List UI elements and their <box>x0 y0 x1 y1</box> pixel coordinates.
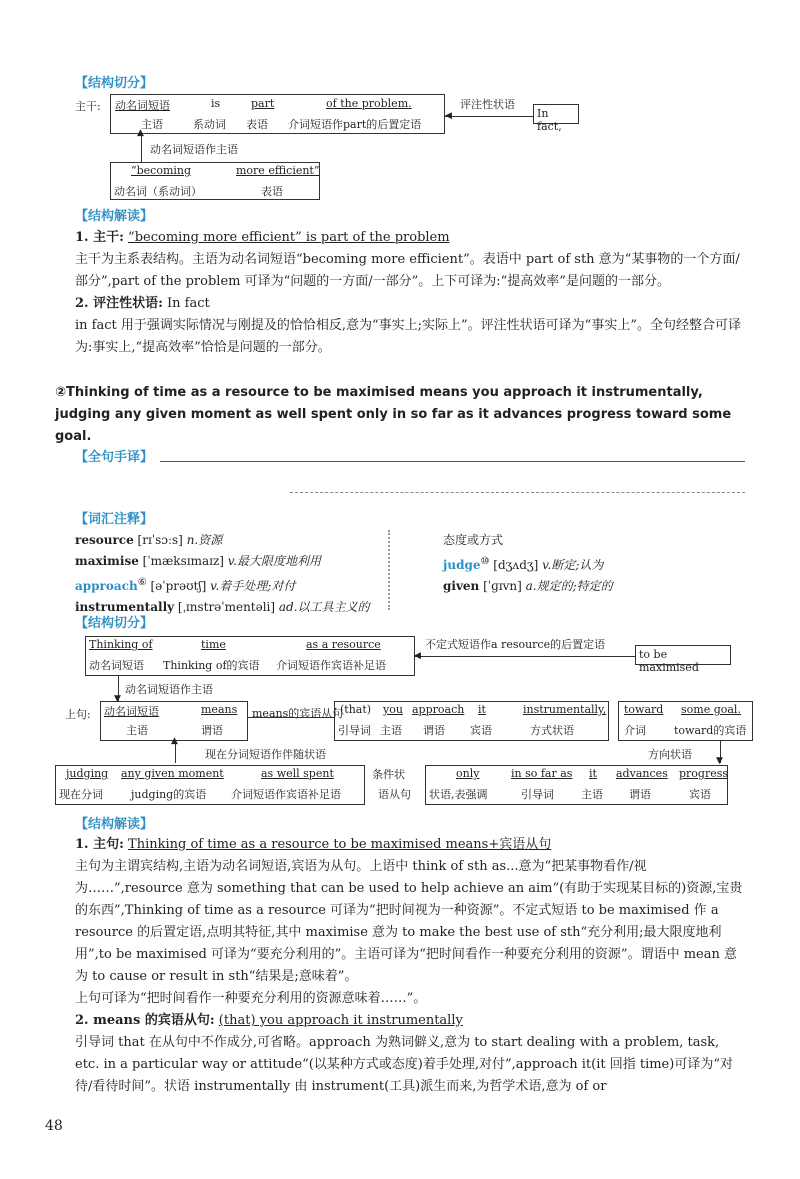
analysis2-point1-title: 1. 主句: <box>75 837 124 852</box>
analysis2-para1: 主句为主谓宾结构,主语为动名词短语,宾语为从句。上语中 think of sth as...意为“把某事物看作/视为……”,resource 意为 something that can be used to help achieve an aim“(有助于实现某目标的)资源,宝贵的东西”,Thinking of time as a resource 可译为“把时间视为一种资源”。不定式短语 to be maximised 作 a resource 的后置定语,点明其特征,其中 maximise 意为 to make the best use of sth“充分利用;最大限度地利用”,to be maximised 可译为“要充分利用的”。主语可译为“把时间看作一种要充分利用的资源”。谓语中 mean 意为 to cause or result in sth“结果是;意味着”。 <box>75 859 743 984</box>
cell-means: means <box>201 703 238 716</box>
role-gerund: 动名词（系动词） <box>114 185 202 198</box>
role-introducer-2: 引导词 <box>521 788 554 801</box>
cell-it: it <box>478 703 486 716</box>
upper-label: 上句: <box>65 708 91 721</box>
arrow-head-down: ▼ <box>716 756 723 766</box>
cell-judging: judging <box>66 767 109 780</box>
vocab-frequency: ⑥ <box>137 577 147 588</box>
role-object-of-thinking: Thinking of的宾语 <box>163 659 260 672</box>
comment-label: 评注性状语 <box>460 98 515 111</box>
cell-as-well-spent: as well spent <box>261 767 334 780</box>
main-label: 主干: <box>75 100 101 113</box>
vocab-word: judge <box>443 558 481 572</box>
analysis2-point1 <box>75 834 551 856</box>
cell-of-problem: of the problem. <box>326 97 412 110</box>
point1-text: “becoming more efficient” is part of the problem <box>128 230 450 245</box>
accomp-note: 现在分词短语作伴随状语 <box>205 748 326 761</box>
cond-note-2: 语从句 <box>378 788 411 801</box>
cell-becoming: “becoming <box>131 164 192 177</box>
role-introducer: 引导词 <box>338 724 371 737</box>
obj-note: means的宾语从句 <box>252 707 344 720</box>
cell-as-resource: as a resource <box>306 638 381 651</box>
vocab-def: n.资源 <box>186 533 223 547</box>
vocab-divider <box>388 530 398 610</box>
analysis2-para1b: 上句可译为“把时间看作一种要充分利用的资源意味着……”。 <box>75 991 427 1006</box>
vocab-word: instrumentally <box>75 600 175 614</box>
vocab-continuation: 态度或方式 <box>443 533 504 547</box>
analysis2-para2: 引导词 that 在从句中不作成分,可省略。approach 为熟词僻义,意为 to start dealing with a problem, task, etc. in a particular way or attitude“(以某种方式或态度)着手处理,对付”,approach it(it 回指 time)可译为“对待/看待时间”。状语 instrumentally 由 instrument(工具)派生而来,为哲学术语,意为 of or <box>75 1035 733 1094</box>
analysis2-point1-text: Thinking of time as a resource to be maximised means+宾语从句 <box>128 837 552 852</box>
cell-instrumentally: instrumentally, <box>523 703 607 716</box>
point2 <box>75 293 210 315</box>
point1 <box>75 227 450 249</box>
inf-note: 不定式短语作a resource的后置定语 <box>425 638 606 651</box>
role-manner: 方式状语 <box>530 724 574 737</box>
analysis-header-1: 【结构解读】 <box>75 209 154 224</box>
point2-text: In fact <box>167 296 210 311</box>
translation-header: 【全句手译】 <box>75 450 154 465</box>
cond-note: 条件状 <box>372 768 405 781</box>
role-object: 宾语 <box>470 724 492 737</box>
in-fact-box <box>533 104 579 133</box>
arrow-head-left: ◀ <box>445 111 452 121</box>
role-linking-verb: 系动词 <box>193 118 226 131</box>
cell-part: part <box>251 97 275 110</box>
cell-any-given-moment: any given moment <box>121 767 224 780</box>
role-subject-2: 主语 <box>126 724 148 737</box>
sentence-2 <box>55 382 745 448</box>
cell-you: you <box>383 703 403 716</box>
vocab-left <box>75 530 395 618</box>
breakdown-header-1: 【结构切分】 <box>75 76 154 91</box>
role-toward-object: toward的宾语 <box>674 724 747 737</box>
vocab-def: v.最大限度地利用 <box>227 554 321 568</box>
cond-box <box>425 765 728 805</box>
vocab-item <box>75 551 395 572</box>
role-object-complement: 介词短语作宾语补足语 <box>276 659 386 672</box>
analysis-header-2: 【结构解读】 <box>75 817 154 832</box>
vocab-header: 【词汇注释】 <box>75 512 154 527</box>
toward-box <box>618 701 753 741</box>
to-be-maximised-box <box>635 645 731 674</box>
translation-line[interactable] <box>160 461 745 462</box>
cell-more-efficient: more efficient” <box>236 164 320 177</box>
vocab-item <box>443 551 743 576</box>
vocab-def: v.断定;认为 <box>542 558 604 572</box>
vocab-phonetic: [dʒʌdʒ] <box>493 558 539 572</box>
analysis2-point2 <box>75 1010 463 1032</box>
subject-arrow <box>141 134 142 162</box>
arrow-head-left: ◀ <box>414 651 421 661</box>
in-fact-text: In fact, <box>537 107 562 133</box>
point1-title: 1. 主干: <box>75 230 124 245</box>
vocab-item <box>443 576 743 597</box>
analysis2-point2-text: (that) you approach it instrumentally <box>218 1013 463 1028</box>
page-number: 48 <box>45 1118 63 1134</box>
gerund-box <box>110 162 320 200</box>
dir-note: 方向状语 <box>648 748 692 761</box>
role-emphasis: 状语,表强调 <box>429 788 488 801</box>
cell-is: is <box>211 97 221 110</box>
main-box-2 <box>100 701 248 741</box>
role-subject-4: 主语 <box>581 788 603 801</box>
vocab-word: approach <box>75 579 138 593</box>
role-predicate-4: 谓语 <box>629 788 651 801</box>
role-gerund-phrase: 动名词短语 <box>89 659 144 672</box>
cell-some-goal: some goal. <box>681 703 741 716</box>
role-complement-2: 介词短语作宾语补足语 <box>231 788 341 801</box>
cell-it-2: it <box>589 767 597 780</box>
cell-in-so-far-as: in so far as <box>511 767 573 780</box>
role-judging-object: judging的宾语 <box>131 788 207 801</box>
vocab-phonetic: [ˌɪnstrəˈmentəli] <box>177 600 276 614</box>
arrow-head-up: ▲ <box>171 736 178 746</box>
role-predicate-2: 谓语 <box>201 724 223 737</box>
gerund-phrase-box <box>85 636 415 676</box>
main-clause-box <box>110 94 445 134</box>
vocab-phonetic: [ˈmæksɪmaɪz] <box>142 554 224 568</box>
role-object-2: 宾语 <box>689 788 711 801</box>
role-subject: 主语 <box>141 118 163 131</box>
role-preposition: 介词 <box>624 724 646 737</box>
vocab-phonetic: [ˈɡɪvn] <box>483 579 522 593</box>
role-subject-3: 主语 <box>380 724 402 737</box>
cell-only: only <box>456 767 480 780</box>
judging-box <box>55 765 365 805</box>
breakdown-header-2: 【结构切分】 <box>75 616 154 631</box>
vocab-item <box>75 572 395 597</box>
vocab-phonetic: [əˈprəʊtʃ] <box>150 579 207 593</box>
vocab-phonetic: [rɪˈsɔːs] <box>137 533 183 547</box>
vocab-def: ad.以工具主义的 <box>278 600 370 614</box>
vocab-word: maximise <box>75 554 139 568</box>
vocab-def: v.着手处理;对付 <box>210 579 296 593</box>
sentence-text: Thinking of time as a resource to be maximised means you approach it instrumentally, judging any given moment as well spent only in so far as it advances progress toward some goal. <box>55 385 732 444</box>
vocab-frequency: ⑩ <box>480 556 490 567</box>
sentence-number: ② <box>55 385 67 400</box>
para1: 主干为主系表结构。主语为动名词短语“becoming more efficient”。表语中 part of sth 意为“某事物的一个方面/部分”,part of the problem 可译为“问题的一方面/一部分”。上下可译为:“提高效率”是问题的一部分。 <box>75 252 740 289</box>
cell-toward: toward <box>624 703 664 716</box>
cell-gerund: 动名词短语 <box>115 99 170 112</box>
role-present-participle: 现在分词 <box>59 788 103 801</box>
vocab-word: given <box>443 579 480 593</box>
subj-note: 动名词短语作主语 <box>125 683 213 696</box>
inf-arrow <box>415 656 635 657</box>
to-be-maximised: to be maximised <box>639 648 699 674</box>
vocab-def: a.规定的;特定的 <box>525 579 613 593</box>
cell-gerund-phrase: 动名词短语 <box>104 705 159 718</box>
vocab-word: resource <box>75 533 134 547</box>
subject-note: 动名词短语作主语 <box>150 143 238 156</box>
cell-time: time <box>201 638 226 651</box>
analysis2-point2-title: 2. means 的宾语从句: <box>75 1013 215 1028</box>
comment-arrow-line <box>445 116 533 117</box>
vocab-right <box>443 530 743 597</box>
point2-title: 2. 评注性状语: <box>75 296 163 311</box>
para2: in fact 用于强调实际情况与刚提及的恰恰相反,意为“事实上;实际上”。评注性状语可译为“事实上”。全句经整合可译为:事实上,“提高效率”恰恰是问题的一部分。 <box>75 318 741 355</box>
role-predicate-3: 谓语 <box>423 724 445 737</box>
role-predicative-2: 表语 <box>261 185 283 198</box>
cell-approach: approach <box>412 703 465 716</box>
role-predicative: 表语 <box>246 118 268 131</box>
cell-thinking-of: Thinking of <box>89 638 153 651</box>
role-attributive: 介词短语作part的后置定语 <box>288 118 422 131</box>
arrow-head-up: ▲ <box>137 128 144 138</box>
cell-progress: progress <box>679 767 729 780</box>
clause-box <box>334 701 609 741</box>
translation-line-2 <box>290 492 745 493</box>
arrow-head-down: ▼ <box>114 694 121 704</box>
cell-advances: advances <box>616 767 668 780</box>
vocab-item <box>75 530 395 551</box>
cell-that: (that) <box>340 703 372 716</box>
